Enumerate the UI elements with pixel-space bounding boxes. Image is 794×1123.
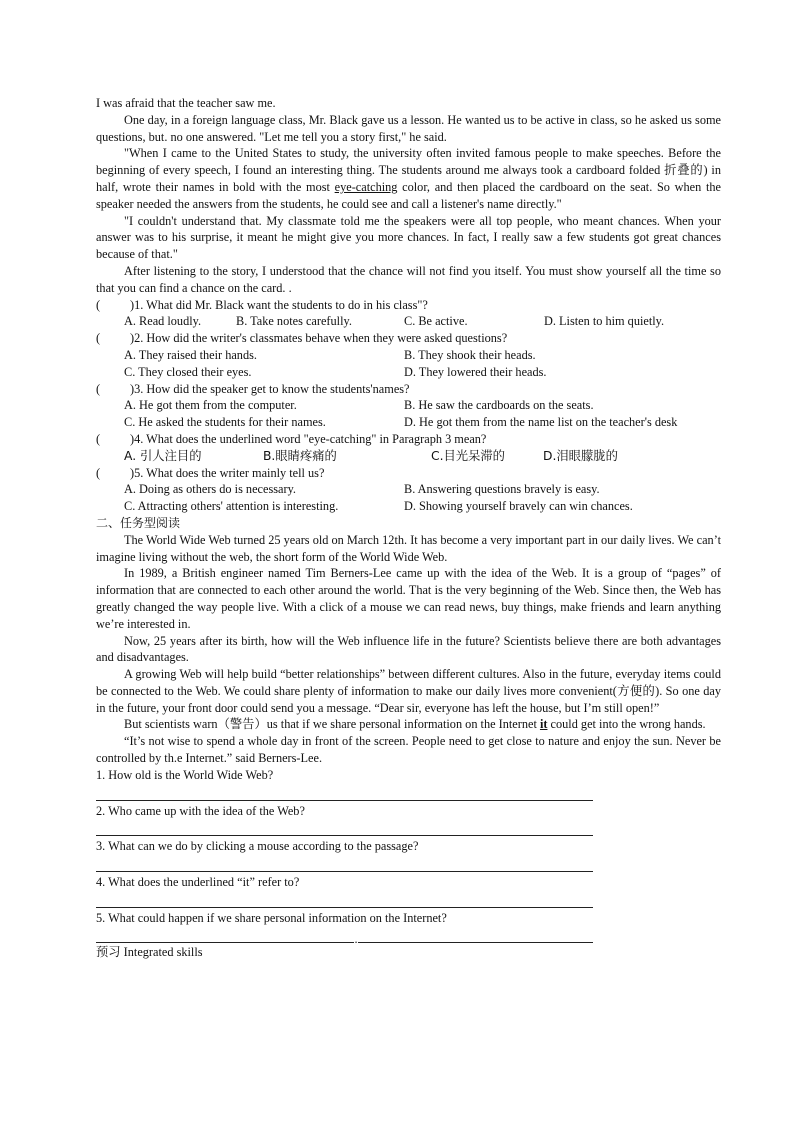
reading-paragraph: [96, 145, 721, 212]
answer-line[interactable]: [96, 800, 593, 801]
option: B. He saw the cardboards on the seats.: [404, 398, 594, 413]
answer-space: [96, 855, 721, 871]
answer-line[interactable]: [96, 871, 593, 872]
stem-text: )4. What does the underlined word "eye-catching" in Paragraph 3 mean?: [130, 431, 487, 446]
answer-bracket[interactable]: (: [96, 431, 101, 446]
option-row: [96, 414, 721, 431]
option: C. He asked the students for their names.: [124, 415, 326, 430]
option-row: [96, 347, 721, 364]
option: D. Listen to him quietly.: [544, 314, 665, 329]
option: D. He got them from the name list on the teacher's desk: [404, 415, 678, 430]
question-stem: [96, 330, 721, 347]
option-row: [96, 397, 721, 414]
text-span: But scientists warn（警告）us that if we share personal information on the Internet: [124, 717, 540, 732]
answer-bracket[interactable]: (: [96, 331, 101, 346]
option: C. They closed their eyes.: [124, 364, 252, 379]
stem-text: )3. How did the speaker get to know the students'names?: [130, 381, 410, 396]
short-question: 3. What can we do by clicking a mouse according to the passage?: [96, 839, 419, 854]
answer-space: [96, 891, 721, 907]
option: A. Doing as others do is necessary.: [124, 482, 297, 497]
option: A. He got them from the computer.: [124, 398, 297, 413]
option: D.泪眼朦胧的: [543, 448, 618, 463]
answer-bracket[interactable]: (: [96, 381, 101, 396]
option: A. They raised their hands.: [124, 347, 257, 362]
answer-line[interactable]: [96, 907, 593, 908]
answer-space: [96, 784, 721, 800]
short-question: 4. What does the underlined “it” refer to?: [96, 875, 300, 890]
option-row: [96, 448, 721, 465]
option: D. Showing yourself bravely can win chances.: [404, 499, 633, 514]
question-stem: [96, 297, 721, 314]
text-span: could get into the wrong hands.: [547, 717, 706, 732]
footer-label: 预习 Integrated skills: [96, 944, 203, 959]
question-stem: [96, 465, 721, 482]
worksheet-page: [96, 95, 721, 961]
reading-paragraph: The World Wide Web turned 25 years old on March 12th. It has become a very important part in our daily lives. We can’t imagine living without the web, the short form of the World Wide Web.: [96, 532, 721, 564]
reading-paragraph: In 1989, a British engineer named Tim Berners-Lee came up with the idea of the Web. It is a group of “pages” of information that are connected to each other around the world. That is the very beginning of the Web. Since then, the Web has greatly changed the way people live. With a click of a mouse we can read news, buy things, make friends and learn anything we’re interested in.: [96, 566, 721, 631]
answer-space: [96, 819, 721, 835]
answer-line-split[interactable]: [96, 927, 593, 946]
reading-paragraph: Now, 25 years after its birth, how will the Web influence life in the future? Scientists believe there are both advantages and disadvantages.: [96, 633, 721, 665]
short-question: 5. What could happen if we share personal information on the Internet?: [96, 911, 447, 926]
reading-paragraph: One day, in a foreign language class, Mr. Black gave us a lesson. He wanted us to be active in class, so he asked us some questions, but. no one answered. "Let me tell you a story first," he said.: [96, 112, 721, 144]
option: C. Attracting others' attention is interesting.: [124, 499, 339, 514]
option: A. 引人注目的: [124, 448, 202, 463]
answer-bracket[interactable]: (: [96, 465, 101, 480]
text-span: color, and then placed the cardboard on the seat. So when the speaker needed the answers from the students, he could see and call a listener's name directly.": [96, 179, 721, 211]
option: A. Read loudly.: [124, 314, 202, 329]
underlined-word: eye-catching: [334, 179, 398, 194]
stem-text: )1. What did Mr. Black want the students to do in his class"?: [130, 297, 428, 312]
short-question: 2. Who came up with the idea of the Web?: [96, 803, 305, 818]
option: C.目光呆滞的: [431, 448, 505, 463]
option-row: [96, 364, 721, 381]
option: B. They shook their heads.: [404, 347, 536, 362]
stem-text: )5. What does the writer mainly tell us?: [130, 465, 325, 480]
reading-paragraph: “It’s not wise to spend a whole day in front of the screen. People need to get close to nature and enjoy the sun. Never be controlled by th.e Internet.” said Berners-Lee.: [96, 734, 721, 766]
option: C. Be active.: [404, 314, 468, 329]
reading-paragraph: A growing Web will help build “better relationships” between different cultures. Also in the future, everyday items could be connected to the Web. We could share plenty of information to make our daily lives more convenient(方便的). So one day in the future, your front door could send you a message. “Dear sir, everyone has left the house, but I’m still open!”: [96, 667, 721, 715]
option: B. Take notes carefully.: [236, 314, 352, 329]
answer-line[interactable]: [358, 942, 593, 943]
stem-text: )2. How did the writer's classmates behave when they were asked questions?: [130, 331, 508, 346]
option: B.眼睛疼痛的: [263, 448, 337, 463]
option-row: [96, 481, 721, 498]
reading-paragraph: I was afraid that the teacher saw me.: [96, 96, 276, 110]
period-mark: .: [354, 931, 358, 946]
answer-line[interactable]: [96, 942, 354, 943]
underlined-it: it: [539, 717, 548, 732]
question-stem: [96, 381, 721, 398]
reading-paragraph: After listening to the story, I understood that the chance will not find you itself. You must show yourself all the time so that you can find a chance on the card. .: [96, 263, 721, 295]
reading-paragraph: [96, 716, 721, 733]
reading-paragraph: "I couldn't understand that. My classmate told me the speakers were all top people, who meant chances. When your answer was to his surprise, it meant he might give you more chances. In fact, I really saw a few students got great chances because of that.": [96, 213, 721, 262]
answer-line[interactable]: [96, 835, 593, 836]
option-row: [96, 498, 721, 515]
text-span: "When I came to the United States to study, the university often invited famous people to make speeches. Before the beginning of every speech, I found an interesting thing. The students around me always took a cardboard folded 折叠的) in half, wrote their names in bold with the most: [96, 146, 721, 194]
option-row: [96, 313, 721, 330]
option: D. They lowered their heads.: [404, 364, 547, 379]
answer-bracket[interactable]: (: [96, 297, 101, 312]
section-heading: 二、任务型阅读: [96, 515, 181, 530]
question-stem: [96, 431, 721, 448]
short-question: 1. How old is the World Wide Web?: [96, 767, 274, 782]
option: B. Answering questions bravely is easy.: [404, 482, 600, 497]
